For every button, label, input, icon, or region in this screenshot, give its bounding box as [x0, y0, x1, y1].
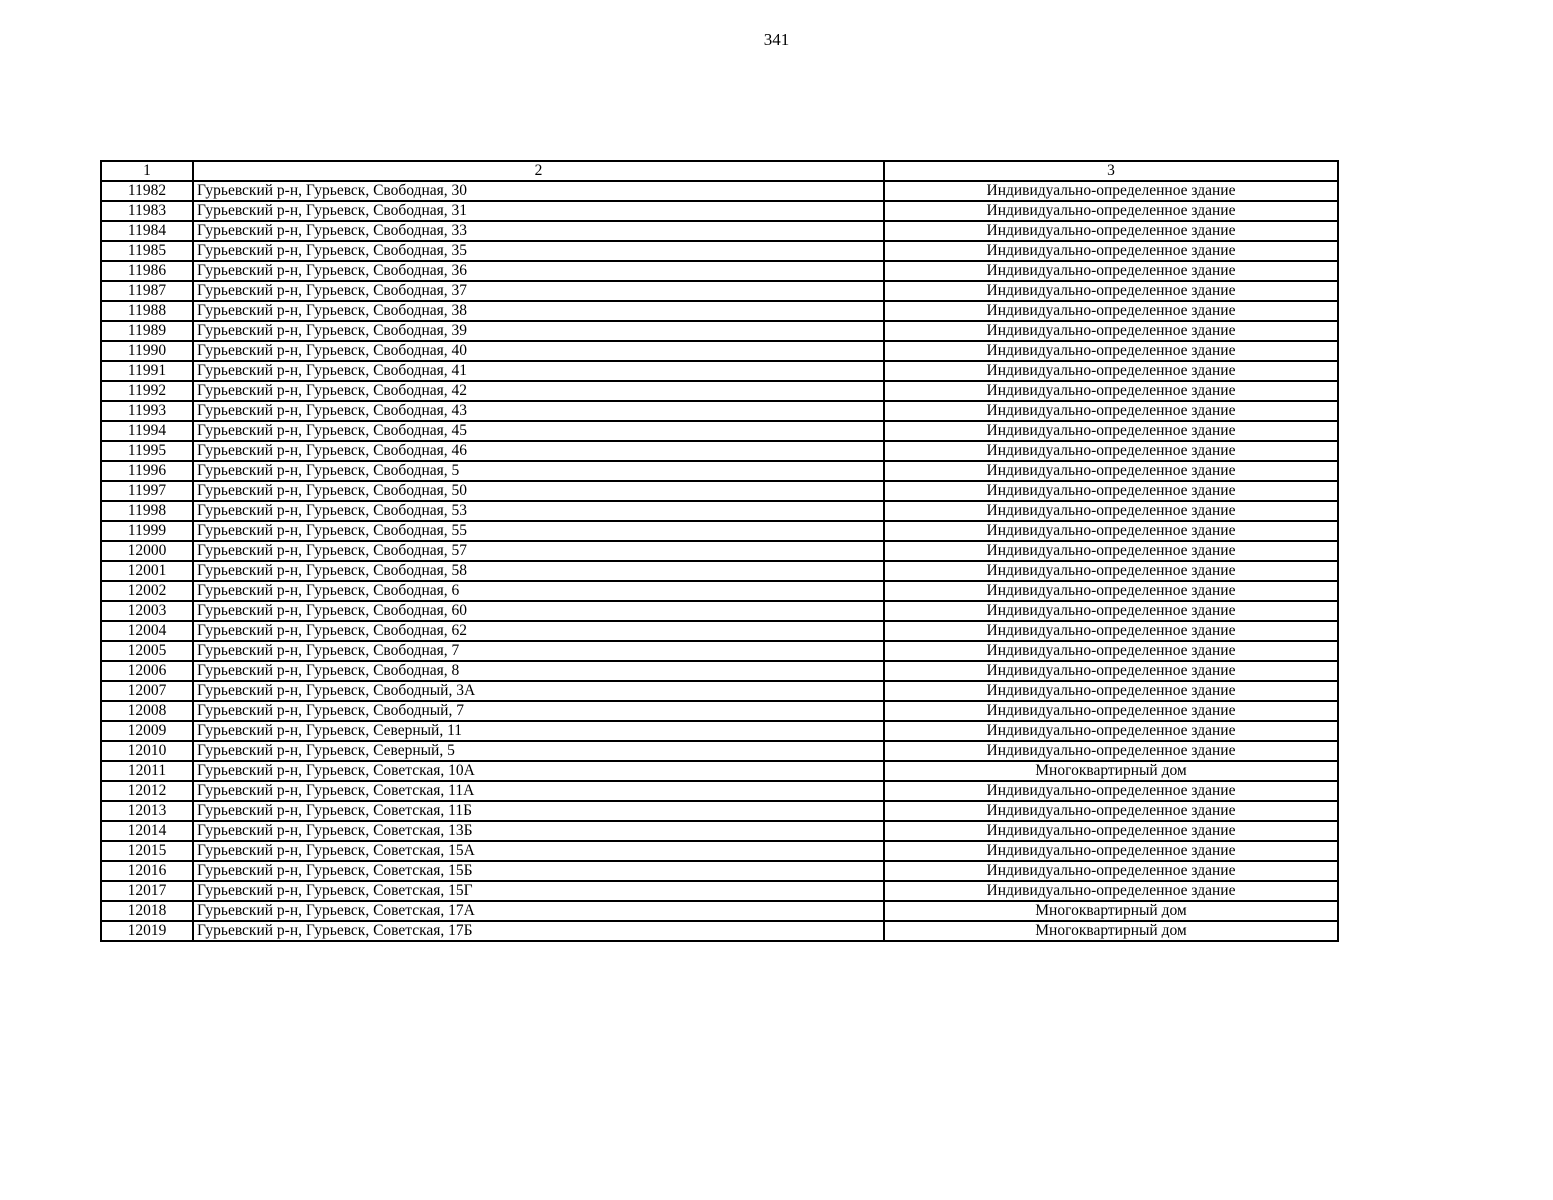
building-type-cell: Индивидуально-определенное здание — [884, 641, 1338, 661]
address-cell: Гурьевский р-н, Гурьевск, Советская, 10А — [193, 761, 884, 781]
building-type-cell: Индивидуально-определенное здание — [884, 881, 1338, 901]
table-row — [101, 681, 1338, 701]
building-type-cell: Индивидуально-определенное здание — [884, 261, 1338, 281]
row-number-cell: 12019 — [101, 921, 193, 941]
building-type-cell: Индивидуально-определенное здание — [884, 481, 1338, 501]
address-cell: Гурьевский р-н, Гурьевск, Свободная, 45 — [193, 421, 884, 441]
building-type-cell: Индивидуально-определенное здание — [884, 541, 1338, 561]
building-type-cell: Индивидуально-определенное здание — [884, 461, 1338, 481]
address-cell: Гурьевский р-н, Гурьевск, Советская, 13Б — [193, 821, 884, 841]
building-type-cell: Индивидуально-определенное здание — [884, 721, 1338, 741]
row-number-cell: 12003 — [101, 601, 193, 621]
building-type-cell: Индивидуально-определенное здание — [884, 201, 1338, 221]
address-cell: Гурьевский р-н, Гурьевск, Свободная, 57 — [193, 541, 884, 561]
building-type-cell: Индивидуально-определенное здание — [884, 501, 1338, 521]
table-row — [101, 301, 1338, 321]
address-cell: Гурьевский р-н, Гурьевск, Свободная, 46 — [193, 441, 884, 461]
row-number-cell: 11986 — [101, 261, 193, 281]
table-row — [101, 201, 1338, 221]
building-type-cell: Индивидуально-определенное здание — [884, 281, 1338, 301]
row-number-cell: 11984 — [101, 221, 193, 241]
address-cell: Гурьевский р-н, Гурьевск, Свободная, 60 — [193, 601, 884, 621]
building-type-cell: Индивидуально-определенное здание — [884, 321, 1338, 341]
address-cell: Гурьевский р-н, Гурьевск, Советская, 15Г — [193, 881, 884, 901]
row-number-cell: 11994 — [101, 421, 193, 441]
table-row — [101, 361, 1338, 381]
row-number-cell: 12002 — [101, 581, 193, 601]
building-type-cell: Индивидуально-определенное здание — [884, 601, 1338, 621]
header-row — [101, 161, 1338, 181]
row-number-cell: 11992 — [101, 381, 193, 401]
address-cell: Гурьевский р-н, Гурьевск, Северный, 11 — [193, 721, 884, 741]
building-type-cell: Индивидуально-определенное здание — [884, 741, 1338, 761]
table-row — [101, 741, 1338, 761]
address-cell: Гурьевский р-н, Гурьевск, Свободная, 6 — [193, 581, 884, 601]
address-cell: Гурьевский р-н, Гурьевск, Свободная, 62 — [193, 621, 884, 641]
row-number-cell: 12008 — [101, 701, 193, 721]
table-row — [101, 641, 1338, 661]
table-row — [101, 521, 1338, 541]
row-number-cell: 12018 — [101, 901, 193, 921]
row-number-cell: 11982 — [101, 181, 193, 201]
building-type-cell: Индивидуально-определенное здание — [884, 521, 1338, 541]
address-cell: Гурьевский р-н, Гурьевск, Советская, 15А — [193, 841, 884, 861]
address-cell: Гурьевский р-н, Гурьевск, Свободная, 7 — [193, 641, 884, 661]
building-type-cell: Индивидуально-определенное здание — [884, 701, 1338, 721]
address-cell: Гурьевский р-н, Гурьевск, Свободная, 33 — [193, 221, 884, 241]
address-cell: Гурьевский р-н, Гурьевск, Свободная, 53 — [193, 501, 884, 521]
row-number-cell: 12000 — [101, 541, 193, 561]
building-type-cell: Индивидуально-определенное здание — [884, 361, 1338, 381]
building-type-cell: Индивидуально-определенное здание — [884, 581, 1338, 601]
table-row — [101, 421, 1338, 441]
column-header-1: 1 — [101, 161, 193, 181]
table-row — [101, 461, 1338, 481]
row-number-cell: 11991 — [101, 361, 193, 381]
table-row — [101, 541, 1338, 561]
address-cell: Гурьевский р-н, Гурьевск, Свободная, 30 — [193, 181, 884, 201]
row-number-cell: 12009 — [101, 721, 193, 741]
table-row — [101, 221, 1338, 241]
table-row — [101, 661, 1338, 681]
row-number-cell: 12015 — [101, 841, 193, 861]
table-row — [101, 881, 1338, 901]
row-number-cell: 12011 — [101, 761, 193, 781]
building-type-cell: Индивидуально-определенное здание — [884, 181, 1338, 201]
building-type-cell: Индивидуально-определенное здание — [884, 441, 1338, 461]
table-body — [101, 181, 1338, 941]
table-row — [101, 841, 1338, 861]
address-cell: Гурьевский р-н, Гурьевск, Свободная, 39 — [193, 321, 884, 341]
table-row — [101, 321, 1338, 341]
building-type-cell: Индивидуально-определенное здание — [884, 801, 1338, 821]
table-row — [101, 761, 1338, 781]
address-cell: Гурьевский р-н, Гурьевск, Советская, 17Б — [193, 921, 884, 941]
row-number-cell: 11998 — [101, 501, 193, 521]
row-number-cell: 12016 — [101, 861, 193, 881]
table-row — [101, 581, 1338, 601]
row-number-cell: 11996 — [101, 461, 193, 481]
row-number-cell: 11995 — [101, 441, 193, 461]
row-number-cell: 11990 — [101, 341, 193, 361]
table-row — [101, 701, 1338, 721]
table-row — [101, 721, 1338, 741]
row-number-cell: 11987 — [101, 281, 193, 301]
table-row — [101, 501, 1338, 521]
row-number-cell: 11985 — [101, 241, 193, 261]
table-row — [101, 261, 1338, 281]
address-cell: Гурьевский р-н, Гурьевск, Свободная, 42 — [193, 381, 884, 401]
row-number-cell: 11997 — [101, 481, 193, 501]
row-number-cell: 12004 — [101, 621, 193, 641]
building-type-cell: Индивидуально-определенное здание — [884, 561, 1338, 581]
row-number-cell: 12005 — [101, 641, 193, 661]
table-row — [101, 281, 1338, 301]
table-row — [101, 561, 1338, 581]
address-cell: Гурьевский р-н, Гурьевск, Советская, 17А — [193, 901, 884, 921]
address-cell: Гурьевский р-н, Гурьевск, Советская, 15Б — [193, 861, 884, 881]
column-header-3: 3 — [884, 161, 1338, 181]
row-number-cell: 12012 — [101, 781, 193, 801]
row-number-cell: 12007 — [101, 681, 193, 701]
address-cell: Гурьевский р-н, Гурьевск, Свободная, 37 — [193, 281, 884, 301]
row-number-cell: 12014 — [101, 821, 193, 841]
table-row — [101, 621, 1338, 641]
address-cell: Гурьевский р-н, Гурьевск, Свободная, 36 — [193, 261, 884, 281]
address-cell: Гурьевский р-н, Гурьевск, Свободная, 58 — [193, 561, 884, 581]
building-type-cell: Индивидуально-определенное здание — [884, 841, 1338, 861]
building-type-cell: Индивидуально-определенное здание — [884, 221, 1338, 241]
building-type-cell: Индивидуально-определенное здание — [884, 401, 1338, 421]
table-row — [101, 241, 1338, 261]
address-cell: Гурьевский р-н, Гурьевск, Свободная, 31 — [193, 201, 884, 221]
row-number-cell: 12017 — [101, 881, 193, 901]
row-number-cell: 11999 — [101, 521, 193, 541]
building-type-cell: Многоквартирный дом — [884, 901, 1338, 921]
row-number-cell: 11993 — [101, 401, 193, 421]
row-number-cell: 12001 — [101, 561, 193, 581]
building-type-cell: Многоквартирный дом — [884, 761, 1338, 781]
building-type-cell: Индивидуально-определенное здание — [884, 681, 1338, 701]
address-cell: Гурьевский р-н, Гурьевск, Северный, 5 — [193, 741, 884, 761]
table-row — [101, 861, 1338, 881]
building-type-cell: Индивидуально-определенное здание — [884, 381, 1338, 401]
table-row — [101, 341, 1338, 361]
table-row — [101, 781, 1338, 801]
building-type-cell: Индивидуально-определенное здание — [884, 821, 1338, 841]
row-number-cell: 12006 — [101, 661, 193, 681]
table-row — [101, 181, 1338, 201]
table-row — [101, 381, 1338, 401]
row-number-cell: 11988 — [101, 301, 193, 321]
row-number-cell: 11989 — [101, 321, 193, 341]
row-number-cell: 12010 — [101, 741, 193, 761]
table-row — [101, 801, 1338, 821]
building-type-cell: Индивидуально-определенное здание — [884, 661, 1338, 681]
address-cell: Гурьевский р-н, Гурьевск, Свободный, 7 — [193, 701, 884, 721]
table-row — [101, 821, 1338, 841]
address-cell: Гурьевский р-н, Гурьевск, Свободная, 8 — [193, 661, 884, 681]
building-type-cell: Индивидуально-определенное здание — [884, 861, 1338, 881]
table-row — [101, 921, 1338, 941]
building-type-cell: Многоквартирный дом — [884, 921, 1338, 941]
row-number-cell: 11983 — [101, 201, 193, 221]
building-type-cell: Индивидуально-определенное здание — [884, 621, 1338, 641]
table-row — [101, 901, 1338, 921]
address-cell: Гурьевский р-н, Гурьевск, Свободная, 50 — [193, 481, 884, 501]
address-cell: Гурьевский р-н, Гурьевск, Свободная, 41 — [193, 361, 884, 381]
building-type-cell: Индивидуально-определенное здание — [884, 781, 1338, 801]
address-cell: Гурьевский р-н, Гурьевск, Свободный, 3А — [193, 681, 884, 701]
page-number: 341 — [763, 30, 790, 49]
building-type-cell: Индивидуально-определенное здание — [884, 301, 1338, 321]
address-cell: Гурьевский р-н, Гурьевск, Свободная, 43 — [193, 401, 884, 421]
building-type-cell: Индивидуально-определенное здание — [884, 241, 1338, 261]
address-cell: Гурьевский р-н, Гурьевск, Свободная, 35 — [193, 241, 884, 261]
address-cell: Гурьевский р-н, Гурьевск, Свободная, 5 — [193, 461, 884, 481]
address-cell: Гурьевский р-н, Гурьевск, Советская, 11Б — [193, 801, 884, 821]
address-cell: Гурьевский р-н, Гурьевск, Советская, 11А — [193, 781, 884, 801]
table-row — [101, 481, 1338, 501]
table-row — [101, 601, 1338, 621]
address-cell: Гурьевский р-н, Гурьевск, Свободная, 40 — [193, 341, 884, 361]
building-type-cell: Индивидуально-определенное здание — [884, 421, 1338, 441]
table-row — [101, 401, 1338, 421]
row-number-cell: 12013 — [101, 801, 193, 821]
column-header-2: 2 — [193, 161, 884, 181]
building-type-cell: Индивидуально-определенное здание — [884, 341, 1338, 361]
table-header — [101, 161, 1338, 181]
registry-table — [100, 160, 1339, 942]
address-cell: Гурьевский р-н, Гурьевск, Свободная, 38 — [193, 301, 884, 321]
table-row — [101, 441, 1338, 461]
address-cell: Гурьевский р-н, Гурьевск, Свободная, 55 — [193, 521, 884, 541]
